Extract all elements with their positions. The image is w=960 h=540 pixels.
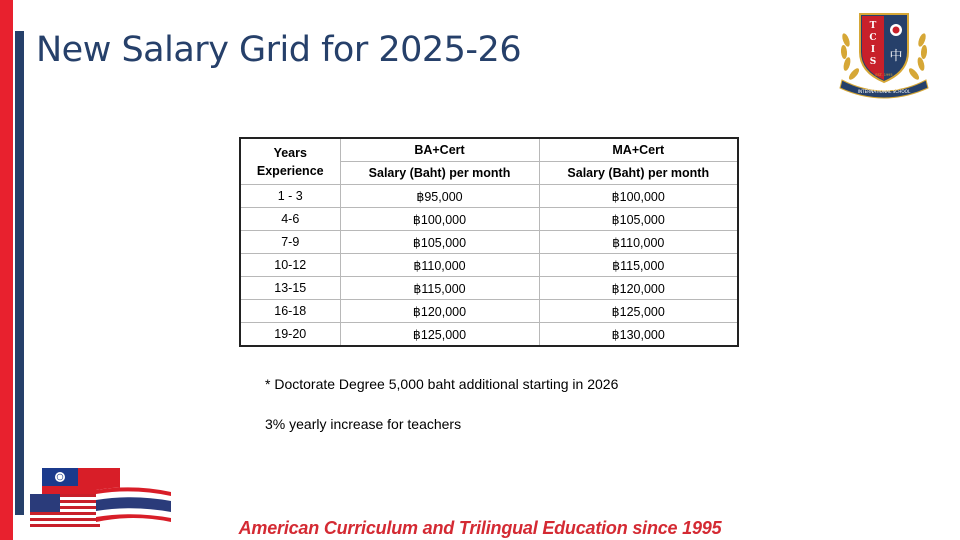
school-crest-logo xyxy=(836,10,932,100)
ba-salary-cell: ฿120,000 xyxy=(340,300,539,323)
accent-bar-red xyxy=(0,0,13,540)
logo-letter-t: T xyxy=(869,21,877,31)
ba-salary-cell: ฿125,000 xyxy=(340,323,539,347)
years-cell: 4-6 xyxy=(240,208,340,231)
years-cell: 7-9 xyxy=(240,231,340,254)
ma-salary-cell: ฿105,000 xyxy=(539,208,738,231)
ba-salary-cell: ฿95,000 xyxy=(340,185,539,208)
logo-chinese-char: 中 xyxy=(889,49,903,64)
ba-salary-cell: ฿100,000 xyxy=(340,208,539,231)
logo-letter-s: S xyxy=(869,57,877,67)
ma-salary-cell: ฿100,000 xyxy=(539,185,738,208)
header-years-experience-text: Years Experience xyxy=(256,145,324,178)
table-row xyxy=(240,185,738,208)
years-cell: 10-12 xyxy=(240,254,340,277)
header-years-experience xyxy=(240,138,340,185)
table-row xyxy=(240,208,738,231)
ma-salary-cell: ฿115,000 xyxy=(539,254,738,277)
thailand-flag xyxy=(96,487,171,522)
header-ma-cert: MA+Cert xyxy=(539,138,738,162)
years-cell: 16-18 xyxy=(240,300,340,323)
header-ba-cert: BA+Cert xyxy=(340,138,539,162)
table-row xyxy=(240,323,738,347)
doctorate-note: * Doctorate Degree 5,000 baht additional starting in 2026 xyxy=(265,376,619,392)
table-row xyxy=(240,231,738,254)
years-cell: 19-20 xyxy=(240,323,340,347)
table-row xyxy=(240,277,738,300)
subheader-ma-salary: Salary (Baht) per month xyxy=(539,162,738,185)
table-row xyxy=(240,254,738,277)
logo-est-text: EST. 1995 xyxy=(875,73,893,77)
logo-letter-i: I xyxy=(870,45,876,55)
years-cell: 13-15 xyxy=(240,277,340,300)
table-row xyxy=(240,300,738,323)
logo-letter-c: C xyxy=(869,33,877,43)
footer-tagline: American Curriculum and Trilingual Education since 1995 xyxy=(238,518,722,538)
ma-salary-cell: ฿125,000 xyxy=(539,300,738,323)
subheader-ba-salary: Salary (Baht) per month xyxy=(340,162,539,185)
ma-salary-cell: ฿110,000 xyxy=(539,231,738,254)
ba-salary-cell: ฿115,000 xyxy=(340,277,539,300)
salary-grid-table xyxy=(239,137,739,347)
ba-salary-cell: ฿105,000 xyxy=(340,231,539,254)
slide-title: New Salary Grid for 2025-26 xyxy=(36,30,522,70)
ma-salary-cell: ฿130,000 xyxy=(539,323,738,347)
yearly-increase-note: 3% yearly increase for teachers xyxy=(265,416,462,432)
ma-salary-cell: ฿120,000 xyxy=(539,277,738,300)
years-cell: 1 - 3 xyxy=(240,185,340,208)
logo-banner-text: INTERNATIONAL SCHOOL xyxy=(857,89,911,94)
accent-bar-navy xyxy=(15,31,24,515)
ba-salary-cell: ฿110,000 xyxy=(340,254,539,277)
